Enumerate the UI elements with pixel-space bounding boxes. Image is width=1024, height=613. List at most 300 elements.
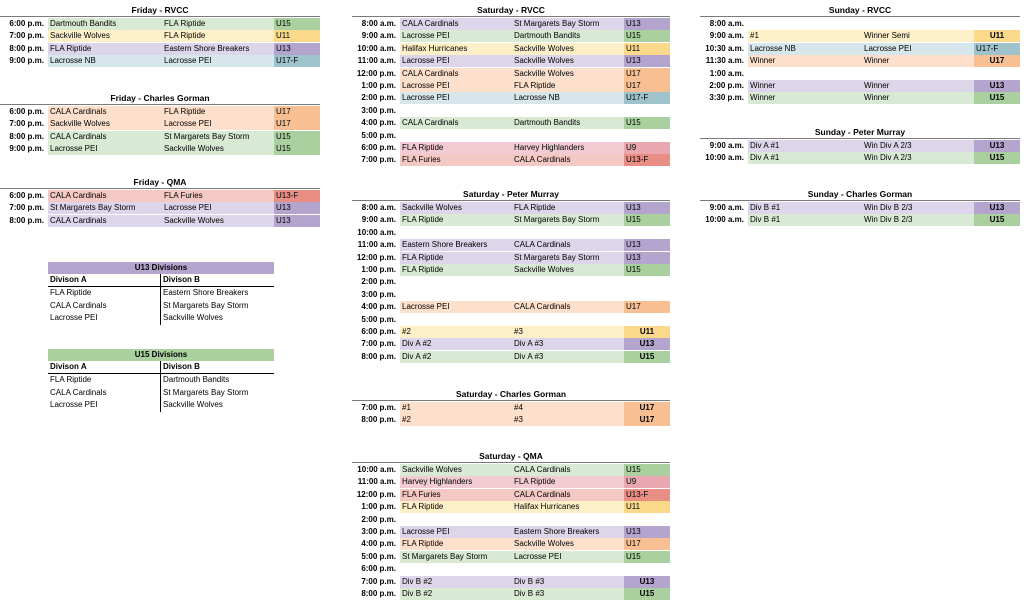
game-row xyxy=(700,68,1020,80)
division-label: U11 xyxy=(274,30,320,42)
game-row xyxy=(352,43,670,55)
division-label: U15 xyxy=(624,117,670,129)
division-label: U15 xyxy=(274,131,320,143)
schedule-block-title: Friday - RVCC xyxy=(0,4,320,17)
home-team: Sackville Wolves xyxy=(48,118,162,130)
game-time: 9:00 p.m. xyxy=(9,144,44,154)
home-team xyxy=(400,276,512,288)
schedule-block-title: Saturday - RVCC xyxy=(352,4,670,17)
away-team: Div A #3 xyxy=(512,351,624,363)
division-label: U15 xyxy=(274,143,320,155)
game-time: 2:00 p.m. xyxy=(709,80,744,90)
division-label: U13 xyxy=(624,576,670,588)
game-row xyxy=(352,351,670,363)
game-row xyxy=(700,18,1020,30)
home-team: Lacrosse PEI xyxy=(400,92,512,104)
game-time: 11:30 a.m. xyxy=(705,56,744,66)
division-a-team: Lacrosse PEI xyxy=(48,312,161,325)
game-row xyxy=(352,154,670,166)
game-time: 8:00 p.m. xyxy=(9,43,44,53)
game-time: 3:00 p.m. xyxy=(361,526,396,536)
home-team: Div A #1 xyxy=(748,152,862,164)
game-row xyxy=(700,140,1020,152)
schedule-block xyxy=(700,188,1020,227)
game-row xyxy=(352,142,670,154)
away-team: Winner xyxy=(862,92,974,104)
home-team: Sackville Wolves xyxy=(48,30,162,42)
division-label: U17 xyxy=(624,414,670,426)
division-label xyxy=(624,514,670,526)
home-team: Sackville Wolves xyxy=(400,464,512,476)
division-label: U15 xyxy=(624,588,670,600)
game-row xyxy=(352,551,670,563)
home-team: Div B #2 xyxy=(400,576,512,588)
schedule-block xyxy=(700,126,1020,165)
schedule-block-title: Sunday - RVCC xyxy=(700,4,1020,17)
game-row xyxy=(352,338,670,350)
home-team: Sackville Wolves xyxy=(400,202,512,214)
home-team: Winner xyxy=(748,55,862,67)
division-label: U15 xyxy=(624,214,670,226)
division-b-team: Sackville Wolves xyxy=(163,400,223,409)
game-time: 12:00 p.m. xyxy=(356,68,396,78)
game-time: 6:00 p.m. xyxy=(9,107,44,116)
home-team: Harvey Highlanders xyxy=(400,476,512,488)
game-time: 1:00 p.m. xyxy=(361,264,396,274)
away-team xyxy=(862,18,974,30)
home-team: Halifax Hurricanes xyxy=(400,43,512,55)
game-time: 4:00 p.m. xyxy=(361,118,396,128)
division-label: U15 xyxy=(974,214,1020,226)
schedule-block-title: Saturday - Charles Gorman xyxy=(352,388,670,401)
division-label: U11 xyxy=(974,30,1020,42)
game-time: 8:00 p.m. xyxy=(361,351,396,361)
schedule-block xyxy=(0,4,320,68)
game-row xyxy=(352,402,670,414)
game-row xyxy=(700,43,1020,55)
home-team: FLA Furies xyxy=(400,154,512,166)
schedule-block xyxy=(0,176,320,227)
home-team: Div A #2 xyxy=(400,351,512,363)
away-team: Lacrosse NB xyxy=(512,92,624,104)
schedule-block xyxy=(352,188,670,363)
game-row xyxy=(352,514,670,526)
home-team: CALA Cardinals xyxy=(400,117,512,129)
home-team: Lacrosse PEI xyxy=(400,80,512,92)
away-team: FLA Riptide xyxy=(512,80,624,92)
division-label: U13 xyxy=(624,252,670,264)
away-team: Win Div B 2/3 xyxy=(862,202,974,214)
schedule-block-title: Saturday - QMA xyxy=(352,450,670,463)
game-row xyxy=(352,326,670,338)
division-label: U15 xyxy=(624,264,670,276)
division-label: U13 xyxy=(624,202,670,214)
game-time: 8:00 a.m. xyxy=(709,19,744,28)
division-label: U11 xyxy=(624,326,670,338)
division-label: U13 xyxy=(274,215,320,227)
division-label: U15 xyxy=(624,464,670,476)
game-time: 3:30 p.m. xyxy=(709,93,744,103)
schedule-block xyxy=(352,4,670,167)
home-team: FLA Riptide xyxy=(400,501,512,513)
game-row xyxy=(352,526,670,538)
home-team: FLA Riptide xyxy=(400,252,512,264)
division-label: U17 xyxy=(624,68,670,80)
game-row xyxy=(700,55,1020,67)
home-team: FLA Riptide xyxy=(400,264,512,276)
game-row xyxy=(352,68,670,80)
game-time: 9:00 p.m. xyxy=(9,56,44,66)
game-row xyxy=(0,143,320,155)
division-table-title: U15 Divisions xyxy=(48,349,274,361)
game-time: 11:00 a.m. xyxy=(357,477,396,487)
division-label: U13 xyxy=(974,202,1020,214)
game-row xyxy=(352,314,670,326)
game-time: 9:00 a.m. xyxy=(361,31,396,41)
home-team: FLA Riptide xyxy=(48,43,162,55)
home-team: Div A #2 xyxy=(400,338,512,350)
game-row xyxy=(700,80,1020,92)
home-team: Div A #1 xyxy=(748,140,862,152)
division-label: U13-F xyxy=(274,190,320,202)
home-team xyxy=(400,514,512,526)
division-label: U17 xyxy=(624,402,670,414)
game-time: 12:00 p.m. xyxy=(356,489,396,499)
division-label: U17-F xyxy=(274,55,320,67)
division-row xyxy=(48,387,274,400)
game-time: 11:00 a.m. xyxy=(357,56,396,66)
away-team: #4 xyxy=(512,402,624,414)
away-team: Lacrosse PEI xyxy=(162,55,274,67)
game-row xyxy=(700,92,1020,104)
home-team: CALA Cardinals xyxy=(400,18,512,30)
game-row xyxy=(352,289,670,301)
away-team: Lacrosse PEI xyxy=(862,43,974,55)
schedule-block-title: Saturday - Peter Murray xyxy=(352,188,670,201)
away-team: Winner xyxy=(862,80,974,92)
division-label: U11 xyxy=(624,501,670,513)
schedule-block-title: Sunday - Charles Gorman xyxy=(700,188,1020,201)
home-team: FLA Riptide xyxy=(400,214,512,226)
game-row xyxy=(352,227,670,239)
home-team: Lacrosse PEI xyxy=(400,55,512,67)
game-time: 7:00 p.m. xyxy=(361,339,396,349)
game-row xyxy=(0,118,320,130)
away-team xyxy=(512,289,624,301)
game-row xyxy=(352,30,670,42)
away-team: Winner xyxy=(862,55,974,67)
division-a-header: Divison A xyxy=(48,361,161,373)
away-team: Win Div B 2/3 xyxy=(862,214,974,226)
home-team: CALA Cardinals xyxy=(400,68,512,80)
home-team: FLA Furies xyxy=(400,489,512,501)
division-b-team: St Margarets Bay Storm xyxy=(163,300,249,310)
home-team: Winner xyxy=(748,92,862,104)
division-label: U17 xyxy=(974,55,1020,67)
away-team: Div B #3 xyxy=(512,588,624,600)
away-team: Halifax Hurricanes xyxy=(512,501,624,513)
game-row xyxy=(352,538,670,550)
division-label: U13-F xyxy=(624,154,670,166)
home-team: St Margarets Bay Storm xyxy=(400,551,512,563)
game-time: 1:00 p.m. xyxy=(361,80,396,90)
home-team: Div B #2 xyxy=(400,588,512,600)
away-team xyxy=(862,68,974,80)
division-label: U13 xyxy=(974,140,1020,152)
away-team: FLA Furies xyxy=(162,190,274,202)
schedule-block-title: Sunday - Peter Murray xyxy=(700,126,1020,139)
game-row xyxy=(0,18,320,30)
game-time: 7:00 p.m. xyxy=(9,119,44,129)
game-time: 8:00 p.m. xyxy=(361,415,396,425)
away-team: Sackville Wolves xyxy=(512,55,624,67)
division-label: U17 xyxy=(624,80,670,92)
game-row xyxy=(352,476,670,488)
division-label xyxy=(624,227,670,239)
division-label xyxy=(624,289,670,301)
division-label: U13 xyxy=(624,526,670,538)
game-time: 2:00 p.m. xyxy=(361,514,396,524)
away-team: CALA Cardinals xyxy=(512,154,624,166)
away-team: Div B #3 xyxy=(512,576,624,588)
game-time: 2:00 p.m. xyxy=(361,277,396,287)
division-label xyxy=(624,563,670,575)
home-team: Lacrosse PEI xyxy=(400,30,512,42)
home-team: Div B #1 xyxy=(748,202,862,214)
away-team: Win Div A 2/3 xyxy=(862,152,974,164)
game-time: 8:00 a.m. xyxy=(361,203,396,212)
game-time: 5:00 p.m. xyxy=(361,551,396,561)
game-row xyxy=(352,489,670,501)
game-row xyxy=(0,190,320,202)
game-time: 8:00 p.m. xyxy=(9,215,44,225)
home-team: Winner xyxy=(748,80,862,92)
game-time: 7:00 p.m. xyxy=(361,155,396,165)
away-team: CALA Cardinals xyxy=(512,301,624,313)
away-team: FLA Riptide xyxy=(512,476,624,488)
away-team: Eastern Shore Breakers xyxy=(512,526,624,538)
division-label: U13 xyxy=(624,18,670,30)
away-team: CALA Cardinals xyxy=(512,239,624,251)
division-a-team: FLA Riptide xyxy=(48,374,161,387)
game-row xyxy=(352,239,670,251)
division-a-team: FLA Riptide xyxy=(48,287,161,300)
home-team: #2 xyxy=(400,414,512,426)
game-row xyxy=(352,563,670,575)
away-team: Sackville Wolves xyxy=(512,264,624,276)
home-team: Dartmouth Bandits xyxy=(48,18,162,30)
game-time: 7:00 p.m. xyxy=(9,203,44,213)
game-row xyxy=(352,501,670,513)
division-row xyxy=(48,312,274,325)
game-row xyxy=(0,215,320,227)
division-label: U15 xyxy=(974,152,1020,164)
game-time: 12:00 p.m. xyxy=(356,252,396,262)
game-row xyxy=(352,301,670,313)
division-label xyxy=(974,18,1020,30)
away-team: Sackville Wolves xyxy=(512,538,624,550)
division-label xyxy=(624,276,670,288)
game-row xyxy=(352,117,670,129)
game-row xyxy=(352,588,670,600)
division-label: U15 xyxy=(624,551,670,563)
division-label: U13 xyxy=(624,239,670,251)
division-label: U15 xyxy=(274,18,320,30)
home-team: FLA Riptide xyxy=(400,538,512,550)
away-team: Div A #3 xyxy=(512,338,624,350)
away-team: Win Div A 2/3 xyxy=(862,140,974,152)
away-team: Lacrosse PEI xyxy=(162,118,274,130)
division-label: U15 xyxy=(624,351,670,363)
game-time: 7:00 p.m. xyxy=(9,31,44,41)
division-b-team: St Margarets Bay Storm xyxy=(163,387,249,397)
game-row xyxy=(352,18,670,30)
game-time: 7:00 p.m. xyxy=(361,576,396,586)
home-team xyxy=(400,130,512,142)
game-row xyxy=(352,276,670,288)
division-label: U17 xyxy=(624,301,670,313)
division-label: U9 xyxy=(624,142,670,154)
game-row xyxy=(352,55,670,67)
game-time: 7:00 p.m. xyxy=(361,403,396,412)
home-team: CALA Cardinals xyxy=(48,131,162,143)
division-label: U13 xyxy=(274,202,320,214)
division-label: U17 xyxy=(274,106,320,118)
game-time: 2:00 p.m. xyxy=(361,93,396,103)
home-team xyxy=(400,227,512,239)
away-team xyxy=(512,314,624,326)
division-table-title: U13 Divisions xyxy=(48,262,274,274)
home-team: Lacrosse PEI xyxy=(400,301,512,313)
game-row xyxy=(700,30,1020,42)
away-team: CALA Cardinals xyxy=(512,489,624,501)
away-team: St Margarets Bay Storm xyxy=(512,214,624,226)
game-row xyxy=(352,130,670,142)
game-row xyxy=(352,414,670,426)
division-label xyxy=(624,105,670,117)
away-team xyxy=(512,514,624,526)
home-team: #2 xyxy=(400,326,512,338)
game-row xyxy=(352,252,670,264)
away-team: Sackville Wolves xyxy=(512,68,624,80)
game-time: 4:00 p.m. xyxy=(361,539,396,549)
game-time: 8:00 p.m. xyxy=(9,131,44,141)
game-time: 6:00 p.m. xyxy=(9,191,44,200)
division-table xyxy=(48,349,274,412)
home-team: FLA Riptide xyxy=(400,142,512,154)
game-row xyxy=(700,202,1020,214)
home-team: CALA Cardinals xyxy=(48,215,162,227)
division-label: U9 xyxy=(624,476,670,488)
division-label: U15 xyxy=(624,30,670,42)
away-team xyxy=(512,563,624,575)
away-team: Sackville Wolves xyxy=(162,215,274,227)
away-team: FLA Riptide xyxy=(162,30,274,42)
away-team: FLA Riptide xyxy=(162,106,274,118)
away-team xyxy=(512,227,624,239)
division-b-header: Divison B xyxy=(163,362,200,371)
away-team: Winner Semi xyxy=(862,30,974,42)
game-time: 1:00 a.m. xyxy=(709,68,744,78)
home-team xyxy=(748,18,862,30)
division-label xyxy=(624,130,670,142)
game-time: 9:00 a.m. xyxy=(709,141,744,150)
division-row xyxy=(48,287,274,300)
away-team: CALA Cardinals xyxy=(512,464,624,476)
division-label: U13 xyxy=(624,55,670,67)
home-team xyxy=(400,289,512,301)
division-row xyxy=(48,399,274,412)
game-row xyxy=(352,80,670,92)
division-a-team: Lacrosse PEI xyxy=(48,399,161,412)
division-label: U17 xyxy=(274,118,320,130)
away-team xyxy=(512,105,624,117)
schedule-block-title: Friday - Charles Gorman xyxy=(0,92,320,105)
home-team: Eastern Shore Breakers xyxy=(400,239,512,251)
away-team: St Margarets Bay Storm xyxy=(512,18,624,30)
division-table xyxy=(48,262,274,325)
game-time: 9:00 a.m. xyxy=(361,215,396,225)
game-time: 6:00 p.m. xyxy=(9,19,44,28)
division-b-team: Eastern Shore Breakers xyxy=(163,288,249,297)
division-label: U13 xyxy=(974,80,1020,92)
away-team: #3 xyxy=(512,326,624,338)
game-time: 10:00 a.m. xyxy=(705,215,744,225)
home-team: Lacrosse PEI xyxy=(48,143,162,155)
home-team xyxy=(400,314,512,326)
game-row xyxy=(352,464,670,476)
away-team: Sackville Wolves xyxy=(162,143,274,155)
schedule-block xyxy=(0,92,320,156)
away-team: St Margarets Bay Storm xyxy=(512,252,624,264)
game-time: 5:00 p.m. xyxy=(361,130,396,140)
game-time: 8:00 p.m. xyxy=(361,588,396,598)
division-row xyxy=(48,374,274,387)
away-team: Dartmouth Bandits xyxy=(512,117,624,129)
division-label xyxy=(624,314,670,326)
schedule-block xyxy=(352,388,670,427)
schedule-block xyxy=(352,450,670,600)
division-label: U13 xyxy=(274,43,320,55)
division-a-team: CALA Cardinals xyxy=(48,300,161,313)
game-time: 10:00 a.m. xyxy=(357,227,396,237)
schedule-block-title: Friday - QMA xyxy=(0,176,320,189)
game-time: 6:00 p.m. xyxy=(361,142,396,152)
division-b-team: Dartmouth Bandits xyxy=(163,375,230,384)
away-team: Lacrosse PEI xyxy=(512,551,624,563)
game-row xyxy=(0,43,320,55)
game-row xyxy=(352,264,670,276)
game-row xyxy=(352,202,670,214)
division-label: U17-F xyxy=(974,43,1020,55)
away-team: Dartmouth Bandits xyxy=(512,30,624,42)
home-team: #1 xyxy=(400,402,512,414)
schedule-block xyxy=(700,4,1020,105)
game-time: 10:00 a.m. xyxy=(357,43,396,53)
game-time: 10:00 a.m. xyxy=(705,153,744,163)
game-row xyxy=(0,55,320,67)
game-time: 4:00 p.m. xyxy=(361,302,396,312)
division-label xyxy=(974,68,1020,80)
away-team: #3 xyxy=(512,414,624,426)
away-team xyxy=(512,276,624,288)
game-time: 3:00 p.m. xyxy=(361,105,396,115)
game-time: 8:00 a.m. xyxy=(361,19,396,28)
game-time: 9:00 a.m. xyxy=(709,203,744,212)
game-row xyxy=(352,576,670,588)
game-time: 11:00 a.m. xyxy=(357,240,396,250)
division-a-team: CALA Cardinals xyxy=(48,387,161,400)
